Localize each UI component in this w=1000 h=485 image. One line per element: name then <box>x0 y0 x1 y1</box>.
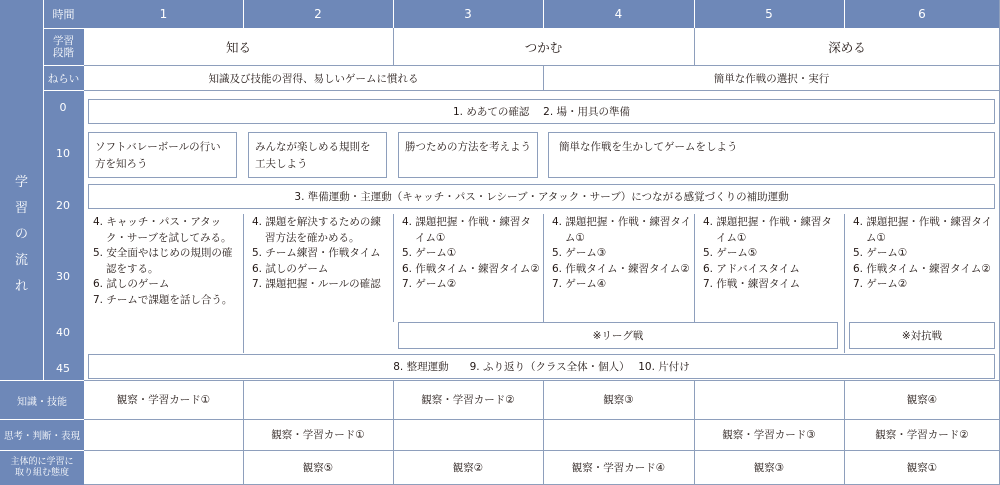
activity-item: 6. アドバイスタイム <box>703 262 800 275</box>
eval-thinking-p2: 観察・学習カード① <box>271 429 365 441</box>
activities-period-1 <box>84 215 243 308</box>
minute-10: 10 <box>56 147 70 160</box>
period-header-2: 2 <box>243 0 393 28</box>
period-header-3: 3 <box>393 0 543 28</box>
eval-attitude-p2: 観察⑤ <box>302 461 334 474</box>
aim-label: ねらい <box>43 65 84 91</box>
activity-item: 4. キャッチ・パス・アタック・サーブを試してみる。 <box>93 216 232 244</box>
eval-label-attitude: 主体的に学習に 取り組む態度 <box>0 451 84 485</box>
stage-know: 知る <box>225 39 251 55</box>
intro-bar: 1. めあての確認 2. 場・用具の準備 <box>88 99 995 124</box>
eval-attitude-p6: 観察① <box>906 461 938 474</box>
activity-item: 4. 課題を解決するための練習方法を確かめる。 <box>252 216 381 244</box>
minute-0: 0 <box>59 101 67 114</box>
league-box: ※リーグ戦 <box>398 322 838 349</box>
activity-item: 6. 試しのゲーム <box>252 262 329 275</box>
eval-thinking-p6: 観察・学習カード② <box>875 429 969 441</box>
closing-bar: 8. 整理運動 9. ふり返り（クラス全体・個人） 10. 片付け <box>88 354 995 379</box>
stage-grasp: つかむ <box>524 39 563 55</box>
eval-attitude-p3: 観察② <box>452 461 484 474</box>
activity-item: 6. 作戦タイム・練習タイム② <box>552 262 690 275</box>
activity-item: 7. ゲーム④ <box>552 278 607 290</box>
activity-item: 6. 試しのゲーム <box>93 278 170 290</box>
time-label: 時間 <box>43 0 84 28</box>
eval-knowledge-p5 <box>694 380 844 419</box>
stage-deepen: 深める <box>828 39 866 55</box>
period-header-1: 1 <box>84 0 243 28</box>
activity-item: 5. ゲーム① <box>853 247 908 259</box>
eval-label-thinking: 思考・判断・表現 <box>0 420 84 450</box>
period-header-5: 5 <box>694 0 844 28</box>
eval-knowledge-p1: 観察・学習カード① <box>116 394 211 406</box>
activity-item: 7. ゲーム② <box>853 278 908 290</box>
activity-item: 5. ゲーム⑤ <box>703 247 758 259</box>
activities-period-3 <box>393 215 543 293</box>
activity-item: 7. 作戦・練習タイム <box>703 278 801 290</box>
activities-period-2 <box>243 215 393 293</box>
eval-knowledge-p4: 観察③ <box>603 394 634 406</box>
eval-knowledge-p2 <box>243 380 393 419</box>
aim-basic: 知識及び技能の習得、易しいゲームに慣れる <box>208 72 419 85</box>
stage-label: 学習 段階 <box>43 28 84 65</box>
goal-period-1: ソフトバレーボールの行い方を知ろう <box>88 132 237 178</box>
minute-45: 45 <box>56 362 70 375</box>
goal-period-3: 勝つための方法を考えよう <box>398 132 538 178</box>
eval-knowledge-p3: 観察・学習カード② <box>421 394 515 406</box>
activity-item: 5. 安全面やはじめの規則の確認をする。 <box>93 247 233 275</box>
flow-label: 学 習 の 流 れ <box>0 90 43 380</box>
eval-attitude-p1 <box>84 450 243 484</box>
eval-knowledge-p6: 観察④ <box>906 394 938 406</box>
eval-thinking-p4 <box>543 419 694 450</box>
goal-period-4-6: 簡単な作戦を生かしてゲームをしよう <box>548 132 995 178</box>
goal-period-2: みんなが楽しめる規則を工夫しよう <box>248 132 387 178</box>
activities-period-5 <box>694 215 844 293</box>
activity-item: 4. 課題把握・作戦・練習タイム① <box>703 216 832 244</box>
match-box: ※対抗戦 <box>849 322 995 349</box>
period-header-6: 6 <box>844 0 1000 28</box>
minute-40: 40 <box>56 326 70 339</box>
activities-period-4 <box>543 215 694 293</box>
activity-item: 7. チームで課題を話し合う。 <box>93 293 233 306</box>
activity-item: 7. ゲーム② <box>402 278 457 290</box>
eval-label-knowledge: 知識・技能 <box>0 381 84 419</box>
activity-item: 4. 課題把握・作戦・練習タイム① <box>552 216 692 244</box>
aim-strategy: 簡単な作戦の選択・実行 <box>713 72 830 85</box>
activity-item: 6. 作戦タイム・練習タイム② <box>402 262 540 275</box>
minute-30: 30 <box>56 270 70 283</box>
period-header-4: 4 <box>543 0 694 28</box>
eval-thinking-p5: 観察・学習カード③ <box>722 429 816 441</box>
activity-item: 6. 作戦タイム・練習タイム② <box>853 262 991 275</box>
warmup-bar: 3. 準備運動・主運動（キャッチ・パス・レシーブ・アタック・サーブ）につながる感覚づくりの補助運動 <box>88 184 995 209</box>
eval-attitude-p4: 観察・学習カード④ <box>571 461 666 474</box>
activity-item: 5. ゲーム③ <box>552 247 607 259</box>
activity-item: 4. 課題把握・作戦・練習タイム① <box>853 216 993 244</box>
activities-period-6 <box>844 215 1000 293</box>
activity-item: 4. 課題把握・作戦・練習タイム① <box>402 216 531 244</box>
activity-item: 5. ゲーム① <box>402 247 457 259</box>
eval-thinking-p3 <box>393 419 543 450</box>
minute-20: 20 <box>56 199 70 212</box>
eval-attitude-p5: 観察③ <box>753 461 785 474</box>
eval-thinking-p1 <box>84 419 243 450</box>
activity-item: 5. チーム練習・作戦タイム <box>252 247 381 259</box>
activity-item: 7. 課題把握・ルールの確認 <box>252 278 381 290</box>
